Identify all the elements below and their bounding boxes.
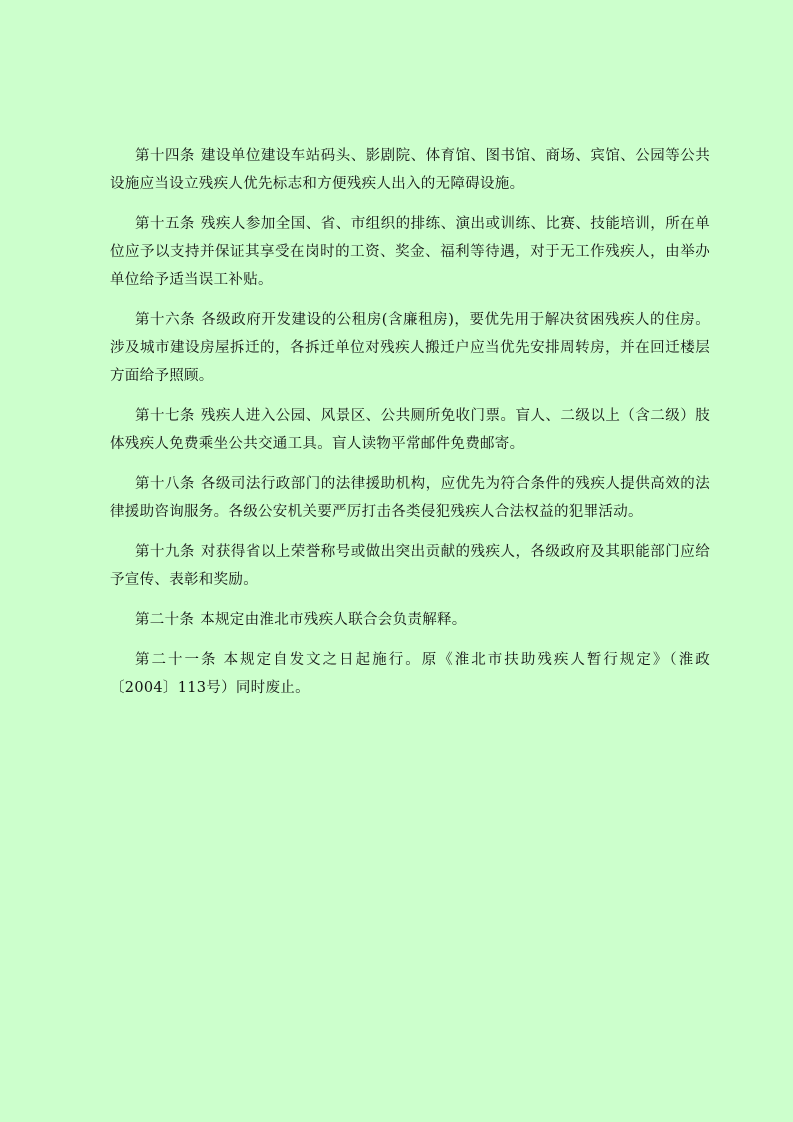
article-text: 残疾人参加全国、省、市组织的排练、演出或训练、比赛、技能培训，所在单位应予以支持并保证其享受在岗时的工资、奖金、福利等待遇，对于无工作残疾人，由举办单位给予适当误工补贴。: [110, 216, 710, 288]
article-text: 本规定自发文之日起施行。原《淮北市扶助残疾人暂行规定》（淮政〔2004〕113号）同时废止。: [110, 652, 711, 696]
article-17: [110, 402, 710, 458]
article-number: 第十五条: [135, 216, 195, 232]
article-number: 第十九条: [135, 544, 195, 560]
article-text: 各级政府开发建设的公租房(含廉租房)，要优先用于解决贫困残疾人的住房。涉及城市建设房屋拆迁的，各拆迁单位对残疾人搬迁户应当优先安排周转房，并在回迁楼层方面给予照顾。: [110, 312, 710, 384]
article-text: 建设单位建设车站码头、影剧院、体育馆、图书馆、商场、宾馆、公园等公共设施应当设立残疾人优先标志和方便残疾人出入的无障碍设施。: [110, 148, 710, 192]
article-text: 本规定由淮北市残疾人联合会负责解释。: [200, 612, 467, 628]
article-number: 第十六条: [135, 312, 196, 328]
article-21: [110, 646, 710, 702]
article-text: 残疾人进入公园、风景区、公共厕所免收门票。盲人、二级以上（含二级）肢体残疾人免费乘坐公共交通工具。盲人读物平常邮件免费邮寄。: [110, 408, 710, 452]
document-body: [110, 142, 710, 714]
article-19: [110, 538, 710, 594]
article-number: 第十八条: [135, 476, 195, 492]
article-number: 第二十一条: [135, 652, 218, 668]
article-number: 第十七条: [135, 408, 195, 424]
article-15: [110, 210, 710, 294]
article-20: [110, 606, 710, 634]
article-18: [110, 470, 710, 526]
article-text: 各级司法行政部门的法律援助机构，应优先为符合条件的残疾人提供高效的法律援助咨询服务。各级公安机关要严厉打击各类侵犯残疾人合法权益的犯罪活动。: [110, 476, 710, 520]
article-14: [110, 142, 710, 198]
article-number: 第二十条: [135, 612, 195, 628]
article-number: 第十四条: [135, 148, 195, 164]
article-16: [110, 306, 710, 390]
article-text: 对获得省以上荣誉称号或做出突出贡献的残疾人，各级政府及其职能部门应给予宣传、表彰和奖励。: [110, 544, 710, 588]
